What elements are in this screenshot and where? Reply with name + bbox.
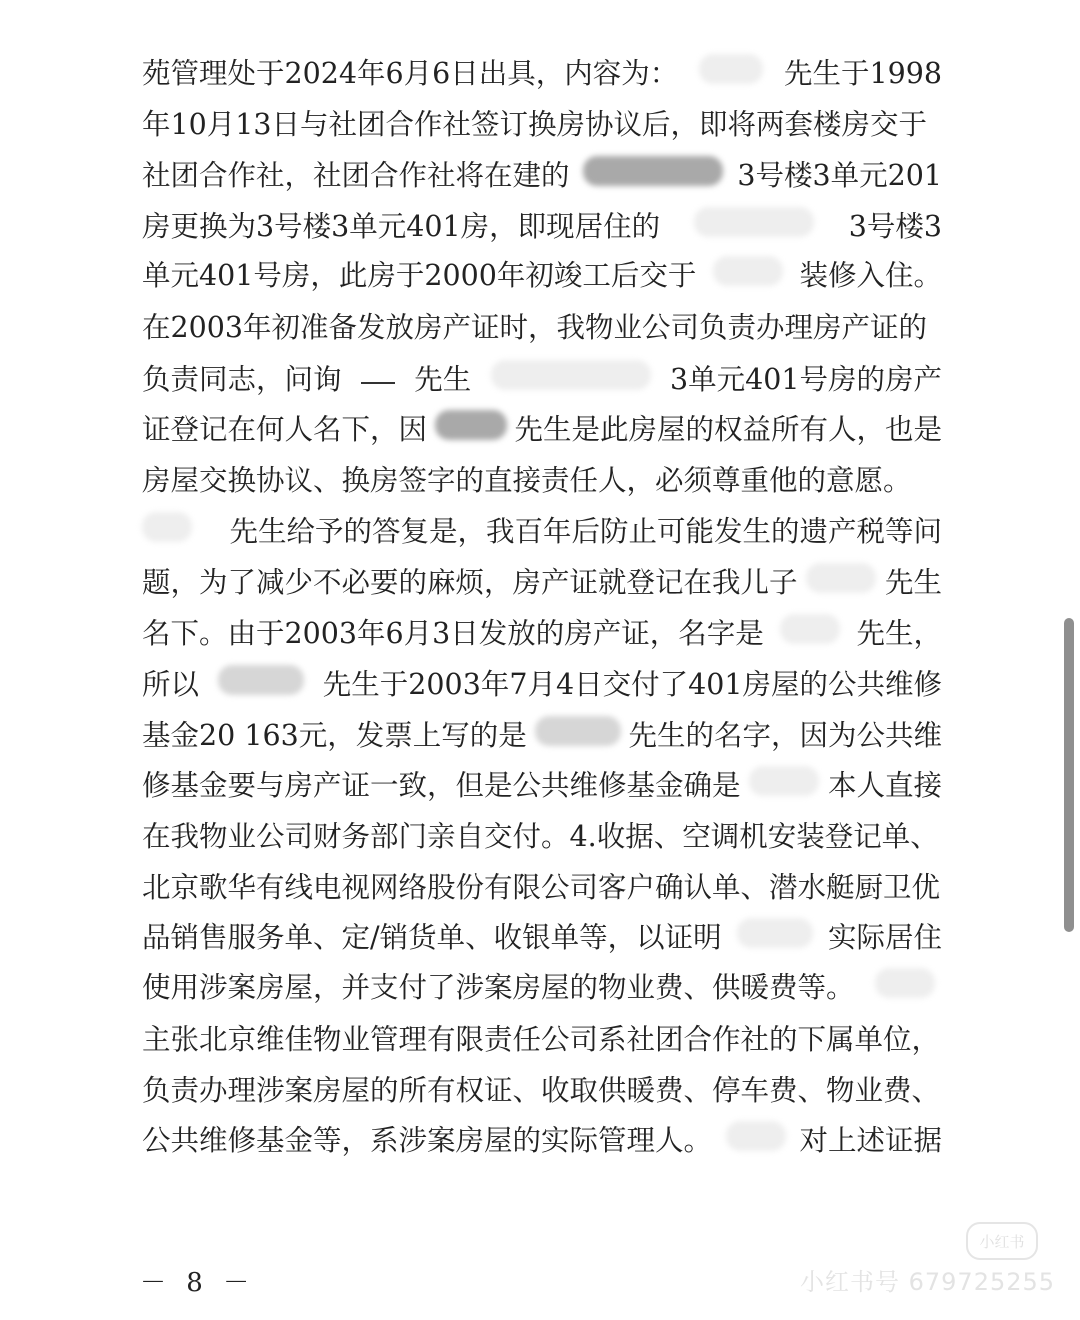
text-segment: 单元401号房，此房于2000年初竣工后交于 [142,259,697,292]
text-segment: 装修入住。 [799,259,942,292]
text-segment: 房更换为3号楼3单元401房，即现居住的 [142,210,661,243]
text-line-14 [142,716,942,756]
text-line-21 [142,1071,942,1111]
text-segment: 3号楼3 [848,210,942,243]
redacted-name [713,256,783,286]
text-segment: 先生 [884,566,942,599]
text-line-2 [142,105,942,145]
text-line-5 [142,256,942,296]
text-segment: 使用涉案房屋，并支付了涉案房屋的物业费、供暖费等。 [142,971,855,1004]
text-segment: 题，为了减少不必要的麻烦，房产证就登记在我儿子 [142,566,798,599]
text-segment: 社团合作社，社团合作社将在建的 [142,159,570,192]
redacted-name [699,54,763,84]
redacted-name [535,716,621,746]
redacted-name [361,360,395,384]
scrollbar-thumb[interactable] [1064,618,1074,932]
text-line-12 [142,614,942,654]
text-segment: 主张北京维佳物业管理有限责任公司系社团合作社的下属单位， [142,1023,941,1056]
text-segment: 北京歌华有线电视网络股份有限公司客户确认单、潜水艇厨卫优 [142,871,941,904]
text-segment: 负责办理涉案房屋的所有权证、收取供暖费、停车费、物业费、 [142,1074,941,1107]
redacted-name [875,968,935,998]
text-segment: 证登记在何人名下，因 [142,413,428,446]
watermark-account: 小红书号 679725255 [800,1268,1056,1296]
text-line-1 [142,54,942,94]
text-line-19 [142,968,942,1008]
text-segment: 名下。由于2003年6月3日发放的房产证，名字是 [142,617,764,650]
text-segment: 年10月13日与社团合作社签订换房协议后，即将两套楼房交于 [142,108,928,141]
text-segment: 先生， [856,617,942,650]
text-line-9 [142,461,942,501]
text-line-4 [142,207,942,247]
text-segment: 3单元401号房的房产 [669,363,942,396]
text-segment: 实际居住 [827,921,942,954]
redacted-name [749,766,819,796]
text-segment: 本人直接 [827,769,942,802]
redacted-name [218,665,304,695]
text-segment: 所以 [142,668,200,701]
watermark-logo: 小红书 [966,1222,1038,1260]
redacted-name [435,410,507,440]
text-line-15 [142,766,942,806]
redacted-name [142,512,192,542]
text-line-11 [142,563,942,603]
text-segment: 先生 [414,363,472,396]
text-line-20 [142,1020,942,1060]
text-segment: 先生于2003年7月4日交付了401房屋的公共维修 [322,668,942,701]
text-segment: 先生是此房屋的权益所有人，也是 [514,413,942,446]
redacted-name [806,563,876,593]
text-segment: 3号楼3单元201 [737,159,942,192]
text-line-17 [142,868,942,908]
text-line-22 [142,1121,942,1161]
text-segment: 苑管理处于2024年6月6日出具，内容为： [142,57,679,90]
text-segment: 房屋交换协议、换房签字的直接责任人，必须尊重他的意愿。 [142,464,912,497]
text-line-7 [142,360,942,400]
text-line-10 [142,512,942,552]
text-segment: 先生给予的答复是，我百年后防止可能发生的遗产税等问 [229,515,942,548]
redacted-name [726,1121,786,1151]
text-segment: 在我物业公司财务部门亲自交付。4.收据、空调机安装登记单、 [142,820,939,853]
text-segment: 先生于1998 [783,57,942,90]
text-segment: 对上述证据 [799,1124,942,1157]
redacted-name [737,918,813,948]
text-line-16 [142,817,942,857]
text-segment: 在2003年初准备发放房产证时，我物业公司负责办理房产证的 [142,311,928,344]
text-segment: 修基金要与房产证一致，但是公共维修基金确是 [142,769,741,802]
text-line-6 [142,308,942,348]
text-line-13 [142,665,942,705]
text-segment: 基金20 163元，发票上写的是 [142,719,527,752]
page-number: － 8 － [140,1268,256,1298]
text-segment: 负责同志，问询 [142,363,342,396]
text-segment: 公共维修基金等，系涉案房屋的实际管理人。 [142,1124,713,1157]
redacted-address [694,207,814,237]
text-segment: 先生的名字，因为公共维 [628,719,942,752]
text-line-8 [142,410,942,450]
redacted-address [491,360,651,390]
text-line-18 [142,918,942,958]
redacted-address [583,156,723,186]
redacted-name [780,614,840,644]
text-line-3 [142,156,942,196]
text-segment: 品销售服务单、定/销货单、收银单等，以证明 [142,921,722,954]
